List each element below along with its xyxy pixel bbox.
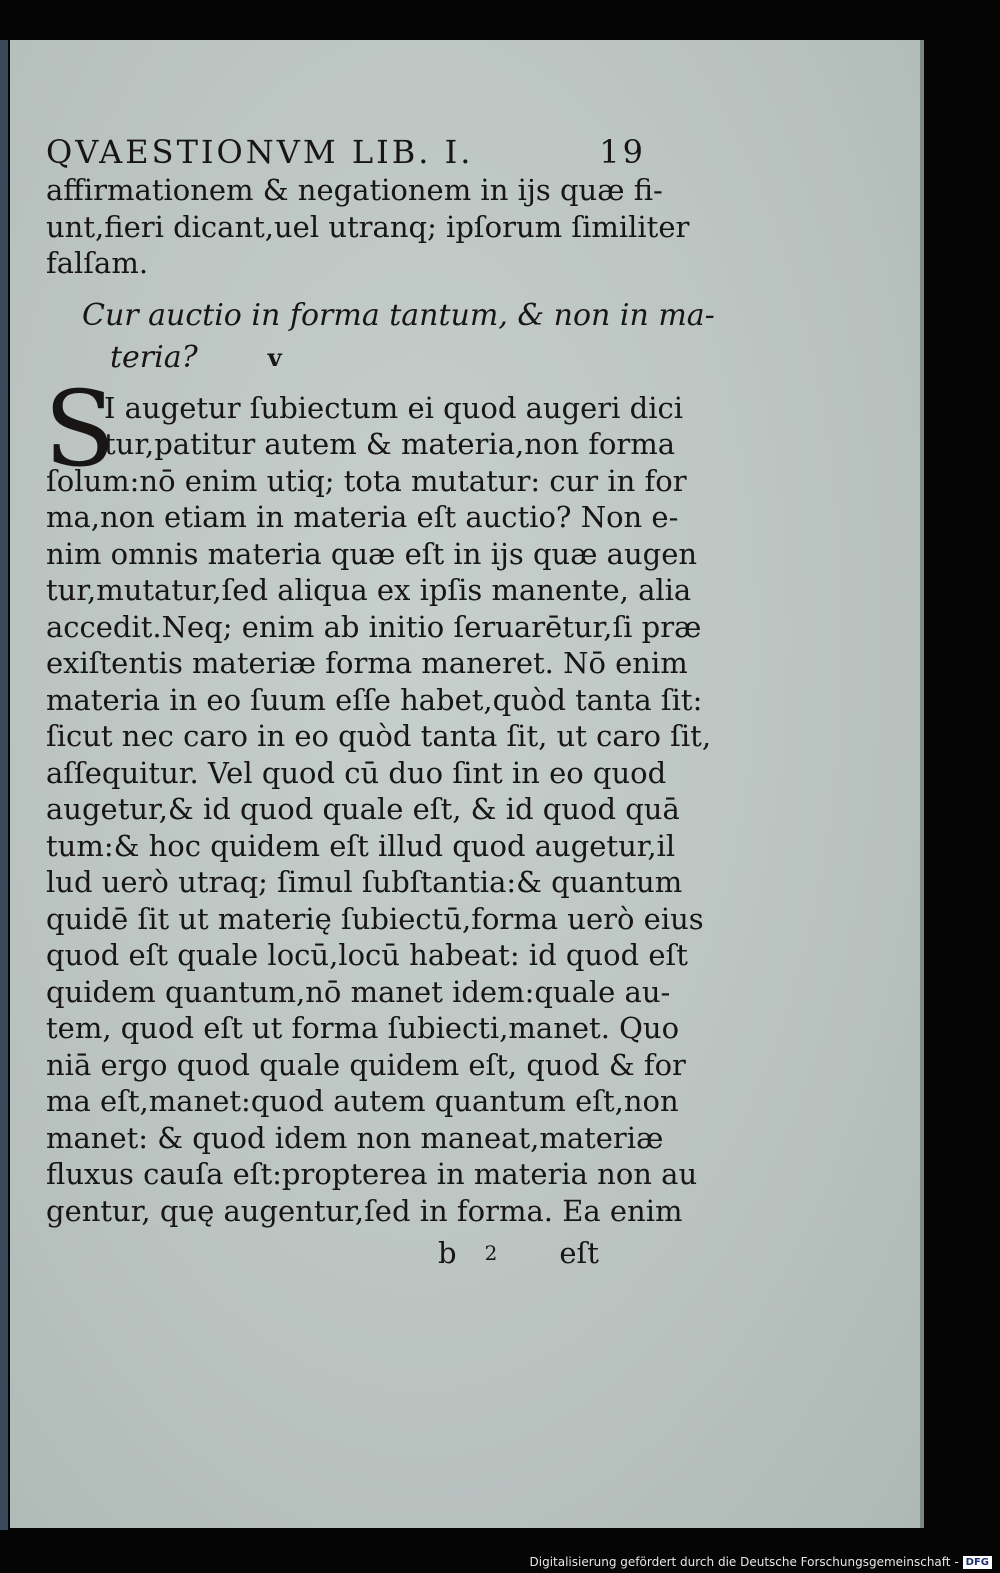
body-line: augetur,& id quod quale eſt, & id quod quā bbox=[46, 792, 680, 826]
body-line: ma eſt,manet:quod autem quantum eſt,non bbox=[46, 1084, 679, 1118]
book-page bbox=[10, 40, 924, 1528]
body-line: tem, quod eſt ut forma ſubiecti,manet. Quo bbox=[46, 1011, 680, 1045]
body-line: quidē ſit ut materię ſubiectū,forma uerò eius bbox=[46, 901, 704, 936]
body-line: materia in eo ſuum eſſe habet,quòd tanta ſit: bbox=[46, 682, 703, 717]
funding-text: Digitalisierung gefördert durch die Deutsche Forschungsgemeinschaft - bbox=[529, 1555, 959, 1569]
intro-line: falſam. bbox=[46, 246, 149, 280]
body-line: ſolum:nō enim utiq; tota mutatur: cur in for bbox=[46, 463, 687, 498]
text-block bbox=[44, 132, 715, 1273]
body-line: gentur, quę augentur,ſed in forma. Ea enim bbox=[46, 1193, 683, 1228]
section-heading-cont bbox=[110, 338, 646, 378]
body-paragraph bbox=[44, 367, 712, 1230]
body-line: manet: & quod idem non maneat,materiæ bbox=[46, 1120, 664, 1155]
body-line: aſſequitur. Vel quod cū duo ſint in eo quod bbox=[46, 755, 667, 790]
signature-mark: b bbox=[438, 1236, 457, 1270]
folio-number: 19 bbox=[599, 133, 646, 171]
body-line: I augetur ſubiectum ei quod augeri dici bbox=[104, 390, 684, 425]
funding-footer bbox=[530, 1555, 993, 1569]
body-line: quod eſt quale locū,locū habeat: id quod eſt bbox=[46, 938, 688, 972]
running-head-title: QVAESTIONVM LIB. I. bbox=[46, 133, 474, 171]
body-line: exiſtentis materiæ forma maneret. Nō enim bbox=[46, 646, 688, 680]
body-line: accedit.Neq; enim ab initio ſeruarētur,ſi præ bbox=[46, 609, 702, 644]
body-line: ſicut nec caro in eo quòd tanta ſit, ut caro ſit, bbox=[46, 719, 712, 753]
section-heading: Cur auctio in forma tantum, & non in ma- bbox=[82, 297, 715, 333]
dfg-logo: DFG bbox=[963, 1556, 992, 1569]
section-heading-line2: teria? bbox=[110, 339, 198, 375]
drop-cap: S bbox=[44, 367, 116, 490]
body-line: quidem quantum,nō manet idem:quale au- bbox=[46, 974, 671, 1009]
intro-line: affirmationem & negationem in ijs quæ fi- bbox=[46, 173, 663, 207]
body-line: ma,non etiam in materia eſt auctio? Non e- bbox=[46, 500, 679, 534]
signature-number: 2 bbox=[484, 1241, 498, 1265]
body-line: niā ergo quod quale quidem eſt, quod & for bbox=[46, 1047, 686, 1082]
body-line: lud uerò utraq; ſimul ſubſtantia:& quantum bbox=[46, 865, 683, 899]
body-line: fluxus cauſa eſt:propterea in materia non au bbox=[46, 1157, 698, 1191]
running-head bbox=[46, 132, 646, 172]
intro-line: unt,fieri dicant,uel utranq; ipſorum ſimiliter bbox=[46, 209, 690, 244]
section-mark: v bbox=[267, 342, 282, 372]
catchline bbox=[46, 1233, 646, 1273]
catchword: eſt bbox=[559, 1236, 599, 1270]
body-line: tur,mutatur,ſed aliqua ex ipſis manente, alia bbox=[46, 573, 692, 607]
adjacent-page-edge bbox=[0, 40, 8, 1530]
body-line: nim omnis materia quæ eſt in ijs quæ augen bbox=[46, 536, 698, 571]
body-line: tur,patitur autem & materia,non forma bbox=[104, 427, 676, 461]
body-line: tum:& hoc quidem eſt illud quod augetur,il bbox=[46, 828, 676, 863]
